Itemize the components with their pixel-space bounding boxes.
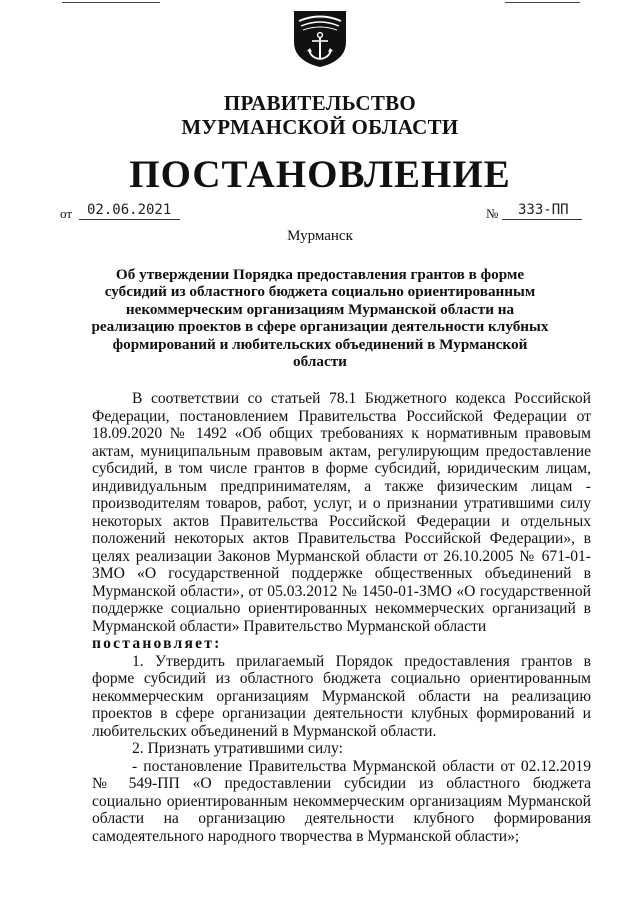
- item-1-paragraph: 1. Утвердить прилагаемый Порядок предоставления грантов в форме субсидий из областного бюджета социально ориентированным некоммерческим организациям Мурманской области на реализацию проектов в сфере организации деятельности клубных формирований и любительских объединений в Мурманской области.: [92, 652, 591, 740]
- number-prefix: №: [486, 206, 499, 221]
- document-city: Мурманск: [287, 228, 353, 244]
- document-subject: Об утверждении Порядка предоставления грантов в форме субсидий из областного бюджета социально ориентированным некоммерческим организациям Мурманской области на реализацию проектов в сфере организации деятельности клубных формирований и любительских объединений в Мурманской области: [91, 266, 549, 371]
- preamble-paragraph: В соответствии со статьей 78.1 Бюджетного кодекса Российской Федерации, постановлением Правительства Российской Федерации от 18.09.2020 № 1492 «Об общих требованиях к нормативным правовым актам, муниципальным правовым актам, регулирующим предоставление субсидий, в том числе грантов в форме субсидий, юридическим лицам, индивидуальным предпринимателям, а также физическим лицам - производителям товаров, работ, услуг, и о признании утратившими силу некоторых актов Правительства Российской Федерации и отдельных положений некоторых актов Правительства Российской Федерации», в целях реализации Законов Мурманской области от 26.10.2005 № 671-01-ЗМО «О государственной поддержке общественных объединений в Мурманской области», от 05.03.2012 № 1450-01-ЗМО «О государственной поддержке социально ориентированных некоммерческих организаций в Мурманской области» Правительство Мурманской области: [92, 390, 591, 635]
- date-prefix: от: [60, 206, 73, 221]
- decree-word: постановляет:: [92, 635, 222, 652]
- document-date: 02.06.2021: [79, 201, 180, 220]
- org-name-line-2: МУРМАНСКОЙ ОБЛАСТИ: [181, 115, 459, 139]
- top-rule-left: [62, 2, 160, 3]
- document-body: [92, 390, 591, 845]
- item-2-paragraph: 2. Признать утратившими силу:: [132, 740, 343, 757]
- document-type-title: ПОСТАНОВЛЕНИЕ: [129, 153, 511, 196]
- org-name-line-1: ПРАВИТЕЛЬСТВО: [223, 91, 417, 115]
- coat-of-arms-icon: [291, 8, 349, 68]
- document-number: 333-ПП: [502, 201, 582, 220]
- top-rule-right: [505, 2, 580, 3]
- item-2-sub-1-paragraph: - постановление Правительства Мурманской области от 02.12.2019 № 549-ПП «О предоставлении субсидии из областного бюджета социально ориентированным некоммерческим организациям Мурманской области на организацию деятельности клубного формирования самодеятельного народного творчества в Мурманской области»;: [92, 757, 591, 845]
